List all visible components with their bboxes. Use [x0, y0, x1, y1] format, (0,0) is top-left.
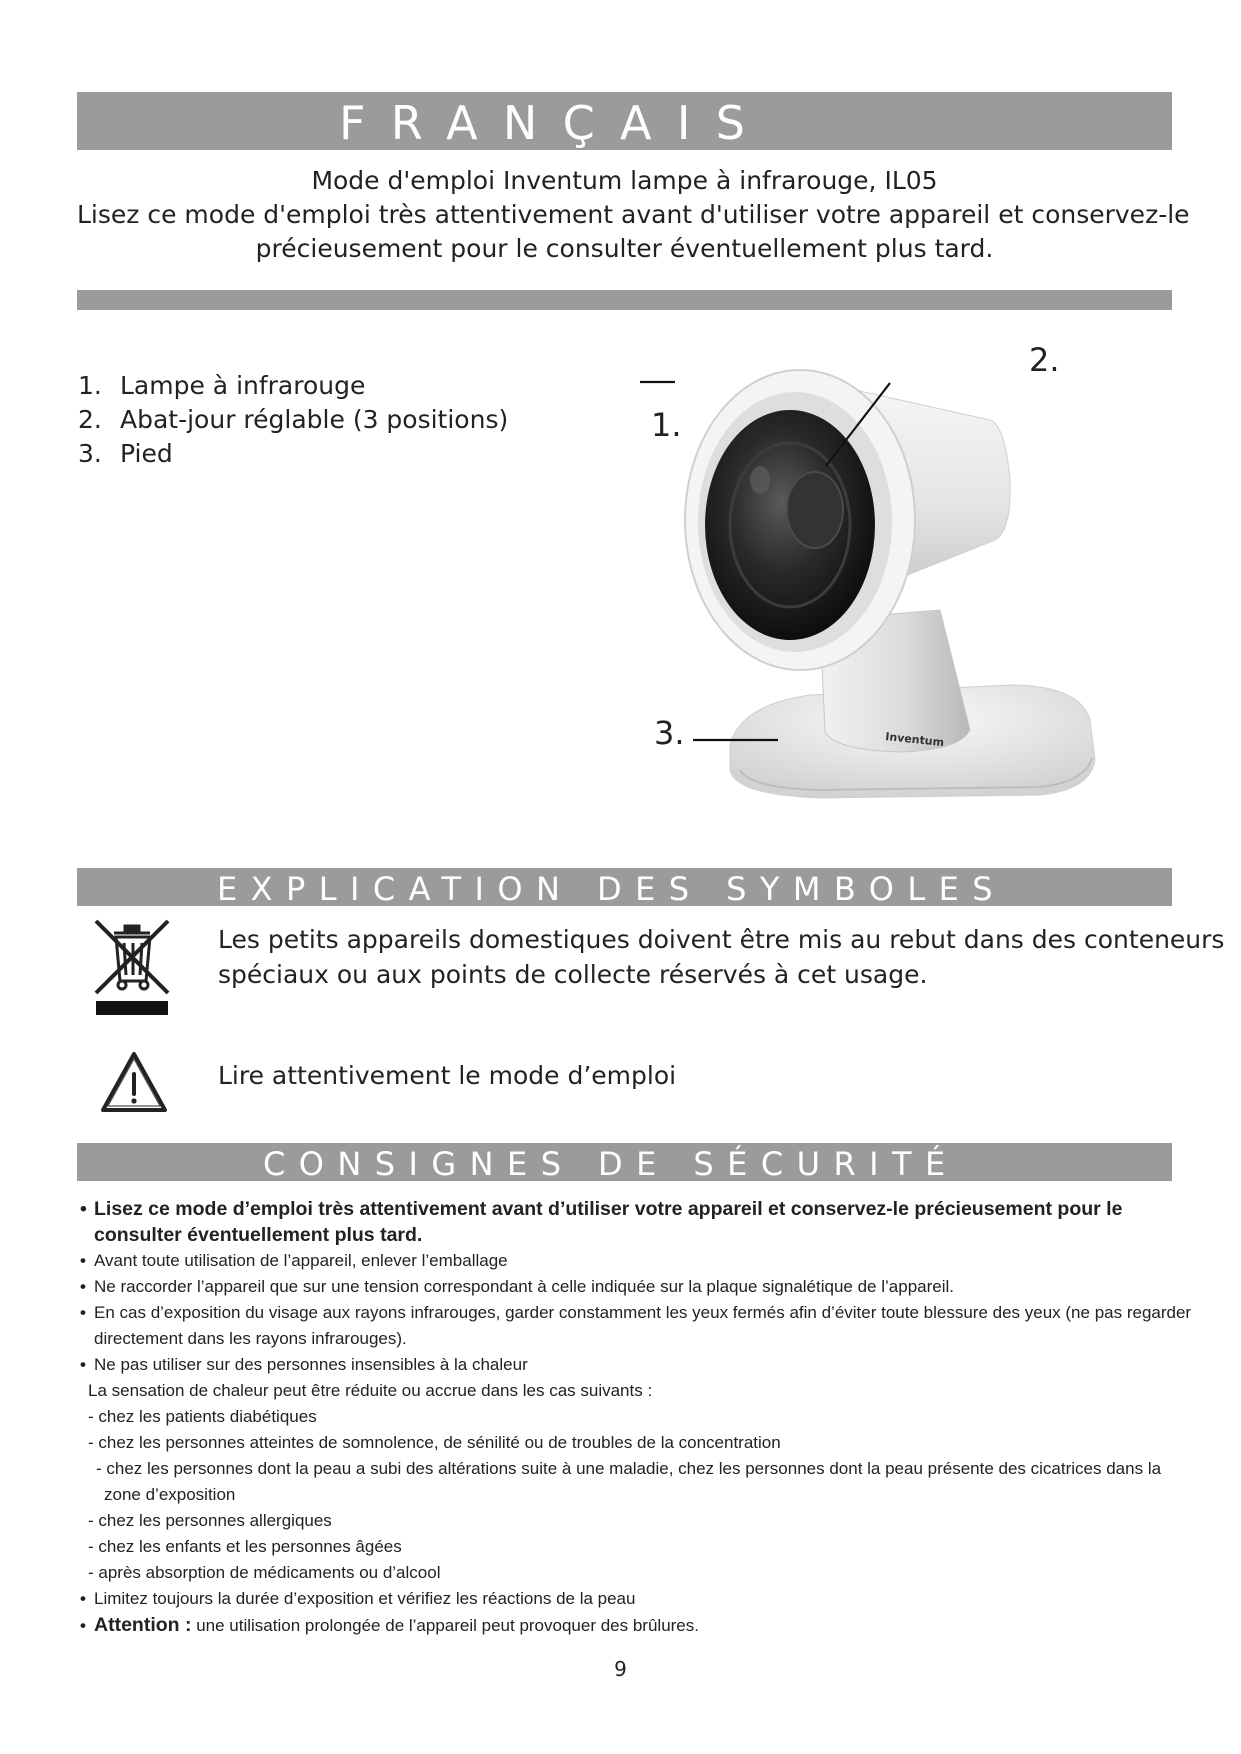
divider-bar	[77, 290, 1172, 310]
callout-3-label: 3.	[654, 714, 685, 752]
safety-case: - chez les personnes allergiques	[88, 1511, 332, 1530]
safety-item: • En cas d’exposition du visage aux rayons infrarouges, garder constamment les yeux fermés afin d’éviter toute blessure des yeux (ne pas regarder	[80, 1303, 1192, 1322]
safety-subtext: La sensation de chaleur peut être réduite ou accrue dans les cas suivants :	[88, 1381, 653, 1400]
warning-description	[218, 1058, 676, 1093]
warning-text: Lire attentivement le mode d’emploi	[218, 1061, 677, 1090]
symbols-title: EXPLICATION DES SYMBOLES	[217, 870, 1007, 908]
safety-item: • Avant toute utilisation de l’appareil, enlever l’emballage	[80, 1251, 508, 1270]
page-title: FRANÇAIS	[339, 96, 771, 150]
safety-item-continuation: directement dans les rayons infrarouges).	[94, 1329, 407, 1348]
infrared-lamp-illustration	[640, 340, 1120, 830]
safety-item: • Lisez ce mode d’emploi très attentivement avant d’utiliser votre appareil et conservez-le précieusement pour le	[80, 1198, 1123, 1220]
callout-1-label: 1.	[651, 406, 682, 444]
safety-item: • Ne raccorder l’appareil que sur une tension correspondant à celle indiquée sur la plaque signalétique de l’appareil.	[80, 1277, 954, 1296]
weee-description	[218, 922, 1224, 992]
safety-case: - après absorption de médicaments ou d’alcool	[88, 1563, 441, 1582]
callout-2-label: 2.	[1029, 341, 1060, 379]
symbols-title-bar	[77, 868, 1172, 906]
parts-list-item: 1. Lampe à infrarouge	[78, 371, 366, 400]
safety-case: - chez les patients diabétiques	[88, 1407, 317, 1426]
parts-list-item: 3. Pied	[78, 439, 173, 468]
parts-list-item: 2. Abat-jour réglable (3 positions)	[78, 405, 509, 434]
brand-label: Inventum	[884, 730, 945, 750]
safety-item: • Ne pas utiliser sur des personnes insensibles à la chaleur	[80, 1355, 528, 1374]
warning-triangle-icon	[99, 1050, 169, 1114]
intro-line-3: précieusement pour le consulter éventuellement plus tard.	[255, 234, 994, 263]
weee-line-1: Les petits appareils domestiques doivent être mis au rebut dans des conteneurs	[218, 925, 1225, 954]
parts-list	[78, 369, 508, 471]
crossed-out-wheelie-bin-icon	[92, 915, 174, 1019]
safety-instructions	[80, 1196, 1192, 1639]
safety-title-bar	[77, 1143, 1172, 1181]
safety-case: - chez les personnes atteintes de somnolence, de sénilité ou de troubles de la concentration	[88, 1433, 781, 1452]
intro-text	[77, 164, 1190, 266]
intro-line-1: Mode d'emploi Inventum lampe à infrarouge, IL05	[311, 166, 938, 195]
safety-item: • Attention : une utilisation prolongée de l’appareil peut provoquer des brûlures.	[80, 1614, 699, 1636]
safety-case: - chez les personnes dont la peau a subi des altérations suite à une maladie, chez les personnes dont la peau présente des cicatrices dans la	[96, 1459, 1162, 1478]
safety-title: CONSIGNES DE SÉCURITÉ	[263, 1145, 959, 1183]
safety-item-continuation: consulter éventuellement plus tard.	[94, 1224, 423, 1246]
intro-line-2: Lisez ce mode d'emploi très attentivement avant d'utiliser votre appareil et conservez-le	[77, 200, 1190, 229]
title-bar	[77, 92, 1172, 150]
safety-case: - chez les enfants et les personnes âgées	[88, 1537, 402, 1556]
attention-label: Attention :	[94, 1614, 192, 1636]
weee-line-2: spéciaux ou aux points de collecte réservés à cet usage.	[218, 960, 928, 989]
page-number: 9	[614, 1657, 627, 1681]
safety-case-continuation: zone d’exposition	[104, 1485, 236, 1504]
safety-item: • Limitez toujours la durée d’exposition et vérifiez les réactions de la peau	[80, 1589, 636, 1608]
